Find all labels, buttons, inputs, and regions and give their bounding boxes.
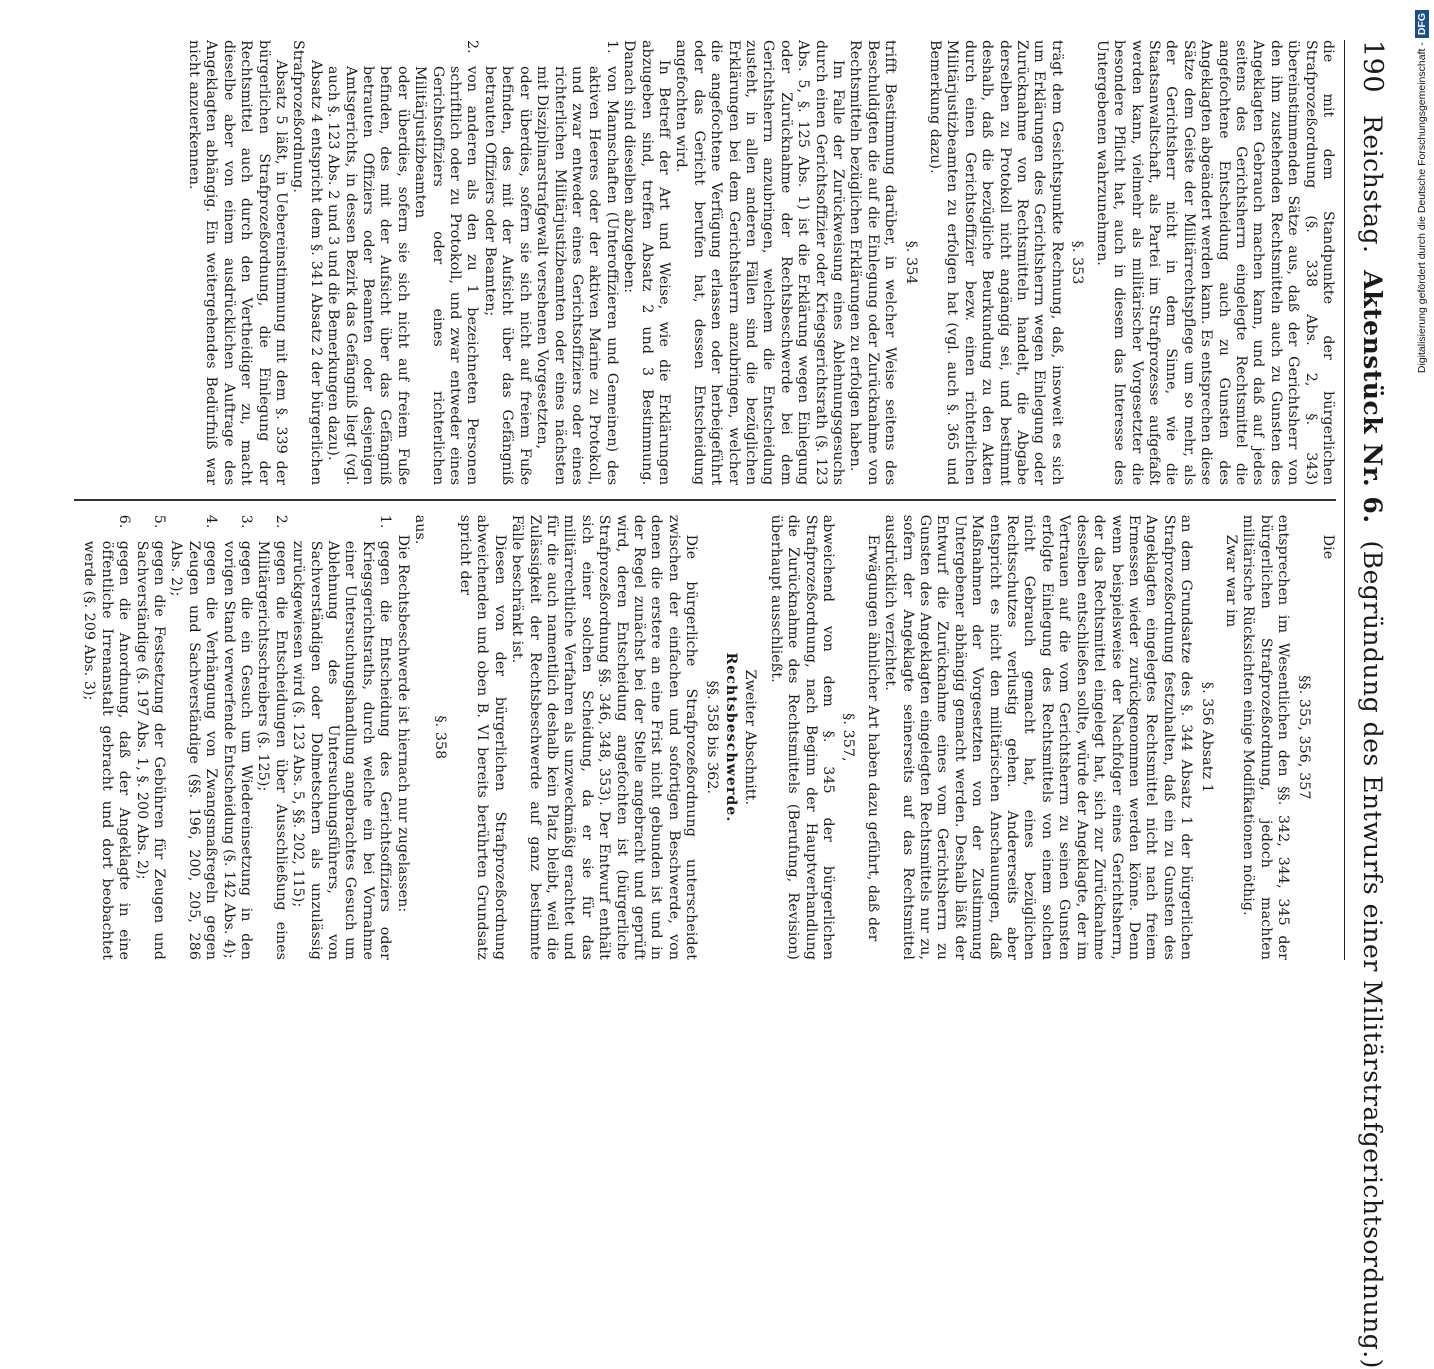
paragraph: Die Rechtsbeschwerde ist hiernach nur zugelassen:	[394, 534, 411, 913]
section-range: §§. 358 bis 362.	[703, 680, 720, 795]
list-item	[533, 40, 620, 485]
paragraph: Absatz 4 entspricht dem §. 341 Absatz 2 der bürgerlichen Strafprozeßordnung.	[290, 40, 324, 486]
paragraph: die mit dem Standpunkte der bürgerlichen Strafprozeßordnung (§. 338 Abs. 2, §. 343) übereinstimmenden Sätze aus, daß der Gerichtsherr von den ihm zustehenden Rechtsmitteln auch zu Gunsten des Angeklagten Gebrauch machen kann, und daß auf jedes seitens des Gerichtsherrn eingelegte Rechtsmittel die angefochtene Entscheidung auch zu Gunsten des Angeklagten abgeändert werden kann. Es entsprechen diese Sätze dem Geiste der Militärrechtspflege um so mehr, als der Gerichtsherr nicht in dem Sinne, wie die Staatsanwaltschaft, als Partei im Strafprozesse aufgefaßt werden kann, vielmehr als militärischer Vorgesetzter die besondere Pflicht hat, auch in diesem das Interesse des Untergebenen wahrzunehmen.	[1093, 40, 1336, 486]
running-header	[1344, 40, 1388, 1369]
right-column	[74, 515, 1336, 960]
list-number: 4.	[203, 514, 220, 529]
section-heading: §§. 355, 356, 357	[1295, 675, 1312, 800]
paragraph: Die	[1320, 534, 1336, 560]
list-number: 3.	[238, 514, 255, 529]
header-right: (Begründung des Entwurfs einer Militärstrafgerichtsordnung.)	[1358, 540, 1387, 1369]
list-item	[254, 515, 289, 960]
list-number: 6.	[116, 514, 133, 529]
section-heading: §. 358	[432, 715, 449, 760]
list-text: gegen die Entscheidung des Gerichtsoffiziers oder Kriegsgerichtsraths, durch welche ein bei Vornahme einer Untersuchungshandlung angebrachtes Gesuch um Ablehnung des Untersuchungsführers, von Sachverständigen oder Dolmetschern als unzulässig zurückgewiesen wird (§. 123 Abs. 5, §§. 202, 115);	[290, 540, 394, 960]
header-left: Reichstag.	[1358, 115, 1387, 254]
list-text: gegen die Entscheidungen über Ausschließung eines Militärgerichtsschreibers (§. 125);	[255, 540, 289, 960]
list-continuation: oder überdies, sofern sie sich nicht auf freiem Fuße befinden, des mit der Aufsicht über das Gefängniß betrauten Offiziers oder Beamten oder desjenigen Amtsgerichts, in dessen Bezirk das Gefängniß liegt (vgl. auch §. 123 Abs. 2 und 3 und die Bemerkungen dazu).	[325, 66, 411, 486]
column-divider	[74, 499, 1336, 501]
paragraph: Zwar war im	[1222, 534, 1239, 628]
list-continuation: oder überdies, sofern sie sich nicht auf freiem Fuße befinden, des mit der Aufsicht über das Gefängniß betrauten Offiziers oder Beamten;	[481, 66, 533, 486]
chapter-label: Zweiter Abschnitt.	[742, 669, 759, 806]
credit-text: Digitalisierung gefördert durch die Deutsche Forschungsgemeinschaft -	[1416, 42, 1428, 374]
paragraph: Erwägungen ähnlicher Art haben dazu geführt, daß der	[864, 534, 881, 942]
paragraph: trifft Bestimmung darüber, in welcher Weise seitens des Beschuldigten die auf die Einlegung oder Zurücknahme von Rechtsmitteln bezüglichen Erklärungen zu erfolgen haben.	[847, 40, 899, 486]
list-item	[289, 515, 393, 960]
list-number: 1.	[603, 40, 620, 54]
paragraph: Im Falle der Zurückweisung eines Ablehnungsgesuchs durch einen Gerichtsoffizier oder Kriegsgerichtsrath (§. 123 Abs. 5, §. 125 Abs. 1) ist die Erklärung wegen Einlegung oder Zurücknahme der Rechtsbeschwerde bei dem Gerichtsherrn anzubringen, welchem die Entscheidung zusteht, in allen anderen Fällen sind die bezüglichen Erklärungen bei dem Gerichtsherrn anzubringen, welcher die angefochtene Verfügung erlassen oder herbeigeführt oder das Gericht berufen hat, dessen Entscheidung angefochten wird.	[673, 40, 847, 486]
list-text: von anderen als den zu 1 bezeichneten Personen schriftlich oder zu Protokoll, und zwar entweder eines Gerichtsoffiziers oder eines richterlichen Militärjustizbeamten	[412, 66, 481, 486]
list-number: 2.	[272, 514, 289, 529]
section-heading: §. 357,	[840, 713, 857, 762]
list-number: 5.	[151, 514, 167, 529]
section-heading: §. 354	[902, 240, 919, 285]
paragraph: Die bürgerliche Strafprozeßordnung unterscheidet zwischen der einfachen und sofortigen Beschwerde, von denen die erstere an eine Frist nicht gebunden ist und in der Regel zunächst bei der Stelle angebracht und geprüft wird, deren Entscheidung angefochten ist (bürgerliche Strafprozeßordnung §§. 346, 348, 353). Der Entwurf enthält sich einer solchen Scheidung, da er sie für das militärrechtliche Verfahren als unzweckmäßig erachtet und für die auch namentlich deshalb kein Platz bleibt, weil die Zulässigkeit der Rechtsbeschwerde auf ganz bestimmte Fälle beschränkt ist.	[509, 514, 700, 960]
paragraph: abweichend von dem §. 345 der bürgerlichen Strafprozeßordnung, nach Beginn der Hauptverhandlung die Zurücknahme des Rechtsmittels (Berufung, Revision) überhaupt ausschließt.	[767, 514, 837, 960]
list-number: 1.	[377, 514, 394, 529]
paragraph: Absatz 5 läßt, in Uebereinstimmung mit dem §. 339 der bürgerlichen Strafprozeßordnung, die Einlegung der Rechtsmittel auch durch den Vertheidiger zu, macht dieselbe aber von einem ausdrücklichen Auftrage des Angeklagten abhängig. Ein weitergehendes Bedürfniß war nicht anzuerkennen.	[186, 40, 290, 486]
dfg-logo: DFG	[1415, 10, 1429, 38]
paragraph: entsprechen im Wesentlichen den §§. 342, 344, 345 der bürgerlichen Strafprozeßordnung, jedoch machten militärische Rücksichten einige Modifikationen nöthig.	[1240, 514, 1292, 960]
paragraph: Diesen von der bürgerlichen Strafprozeßordnung abweichenden und oben B. VI bereits berührten Grundsatz spricht der	[456, 514, 508, 960]
list-item	[167, 515, 219, 960]
list-text: gegen die Anordnung, daß der Angeklagte in eine öffentliche Irrenanstalt gebracht und dort beobachtet werde (§. 209 Abs. 3);	[81, 540, 133, 960]
list-item	[411, 40, 481, 485]
list-number: 2.	[464, 40, 481, 54]
paragraph: an dem Grundsatze des §. 344 Absatz 1 der bürgerlichen Strafprozeßordnung festzuhalten, daß ein zu Gunsten des Angeklagten eingelegtes Rechtsmittel nicht nach freiem Ermessen wieder zurückgenommen werden könne. Denn wenn beispielsweise der Nachfolger eines Gerichtsherrn, der das Rechtsmittel eingelegt hat, sich zur Zurücknahme desselben entschließen sollte, würde der Angeklagte, der im Vertrauen auf die vom Gerichtsherrn zu seinen Gunsten erfolgte Einlegung des Rechtsmittels von einem solchen nicht Gebrauch gemacht hat, eines bezüglichen Rechtsschutzes verlustig gehen. Andererseits aber entspricht es nicht den militärischen Anschauungen, daß Maßnahmen der Vorgesetzten von der Zustimmung Untergebener abhängig gemacht werden. Deshalb läßt der Entwurf die Zurücknahme eines vom Gerichtsherrn zu Gunsten des Angeklagten eingelegten Rechtsmittels nur zu, sofern der Angeklagte seinerseits auf das Rechtsmittel ausdrücklich verzichtet.	[882, 514, 1195, 960]
digitization-credit	[1413, 10, 1431, 990]
section-heading: §. 353	[1069, 240, 1086, 285]
paragraph: aus.	[412, 514, 429, 545]
chapter-title: Rechtsbeschwerde.	[723, 652, 739, 823]
document-page	[46, 20, 1396, 1369]
list-text: gegen die Festsetzung der Gebühren für Zeugen und Sachverständige (§. 197 Abs. 1, §. 200 Abs. 2);	[133, 540, 167, 960]
list-text: von Mannschaften (Unteroffizieren und Gemeinen) des aktiven Heeres oder der aktiven Marine zu Protokoll, und zwar entweder eines Gerichtsoffiziers oder eines richterlichen Militärjustizbeamten oder eines nächsten mit Disziplinarstrafgewalt versehenen Vorgesetzten,	[534, 66, 620, 486]
header-doc-label: Aktenstück Nr. 6.	[1358, 270, 1387, 524]
running-title	[1358, 115, 1387, 1369]
left-column	[74, 40, 1336, 485]
list-text: gegen die Verhängung von Zwangsmaßregeln gegen Zeugen und Sachverständige (§§. 196, 200, 205, 286 Abs. 2);	[168, 540, 220, 960]
section-heading: §. 356 Absatz 1	[1198, 681, 1215, 793]
page-number: 190	[1357, 40, 1388, 94]
text-columns	[74, 40, 1336, 960]
list-item	[80, 515, 132, 960]
list-item	[219, 515, 254, 960]
list-text: gegen die ein Gesuch um Wiedereinsetzung in den vorigen Stand verwerfende Entscheidung (§. 142 Abs. 4);	[220, 540, 255, 960]
paragraph: In Betreff der Art und Weise, wie die Erklärungen abzugeben sind, treffen Absatz 2 und 3 Bestimmung. Danach sind dieselben abzugeben:	[621, 40, 672, 486]
list-item	[132, 515, 167, 960]
paragraph: trägt dem Gesichtspunkte Rechnung, daß, insoweit es sich um Erklärungen des Gerichtsherrn wegen Einlegung oder Zurücknahme von Rechtsmitteln handelt, die Abgabe derselben zu Protokoll nicht angängig sei, und bestimmt deshalb, daß die bezügliche Beurkundung zu den Akten durch einen Gerichtsoffizier bezw. einen richterlichen Militärjustizbeamten zu erfolgen hat (vgl. auch §. 365 und Bemerkung dazu).	[927, 40, 1065, 486]
